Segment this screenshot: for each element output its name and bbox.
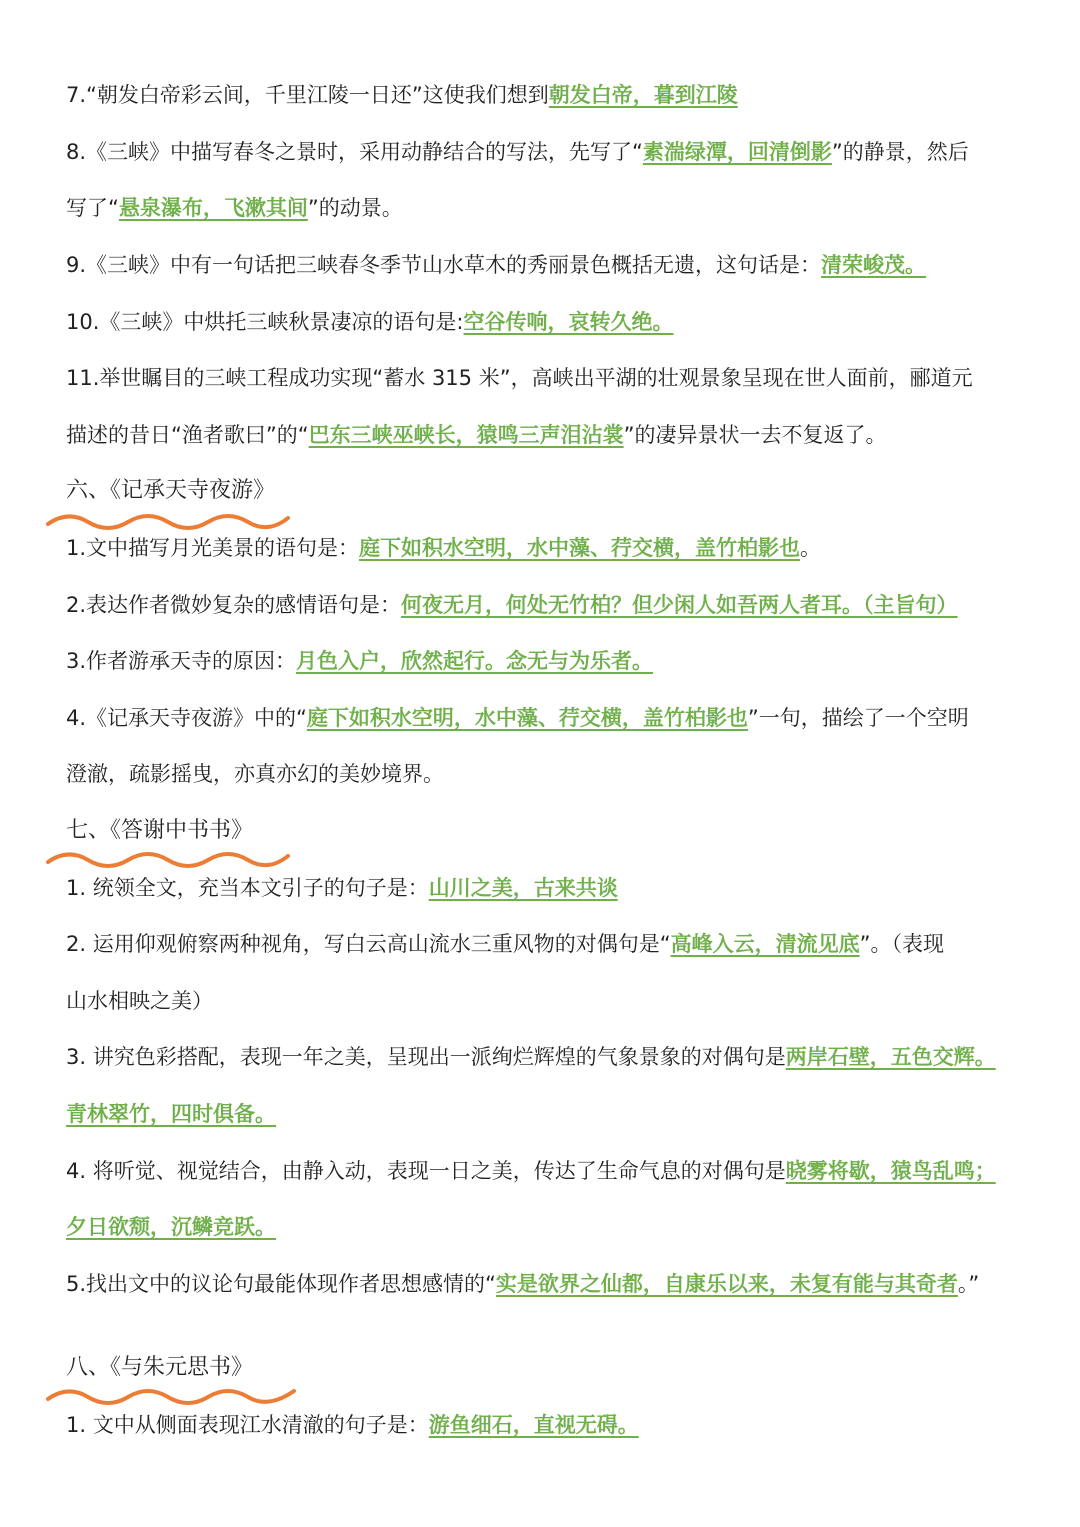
- answer-text: 两岸石壁，五色交辉。: [785, 1045, 996, 1069]
- answer-text: 何夜无月，何处无竹柏？但少闲人如吾两人者耳。（主旨句）: [401, 593, 958, 617]
- heading-wave-7: [44, 846, 304, 872]
- s7-item-4: 4. 将听觉、视觉结合，由静入动，表现一日之美，传达了生命气息的对偶句是晓雾将歇，猿鸟乱鸣；: [66, 1159, 996, 1183]
- s7-item-3: 3. 讲究色彩搭配，表现一年之美，呈现出一派绚烂辉煌的气象景象的对偶句是两岸石壁，五色交辉。: [66, 1045, 996, 1069]
- s6-item-3: 3.作者游承天寺的原因：月色入户，欣然起行。念无与为乐者。: [66, 649, 654, 673]
- item-11-cont: 描述的昔日“渔者歌曰”的“巴东三峡巫峡长，猿鸣三声泪沾裳”的凄异景状一去不复返了。: [66, 423, 887, 447]
- answer-text: 清荣峻茂。: [821, 253, 927, 277]
- answer-text: 实是欲界之仙都，自康乐以来，未复有能与其奇者: [495, 1272, 958, 1296]
- answer-text: 庭下如积水空明，水中藻、荇交横，盖竹柏影也: [359, 536, 801, 560]
- item-8-cont: 写了“悬泉瀑布，飞漱其间”的动景。: [66, 196, 403, 220]
- item-10: 10.《三峡》中烘托三峡秋景凄凉的语句是:空谷传响，哀转久绝。: [66, 310, 674, 334]
- item-11: 11.举世瞩目的三峡工程成功实现“蓄水 315 米”，高峡出平湖的壮观景象呈现在世人面前，郦道元: [66, 366, 973, 390]
- item-9: 9.《三峡》中有一句话把三峡春冬季节山水草木的秀丽景色概括无遗，这句话是：清荣峻茂。: [66, 253, 927, 277]
- item-7: 7.“朝发白帝彩云间，千里江陵一日还”这使我们想到朝发白帝，暮到江陵: [66, 83, 738, 107]
- s6-item-4: 4.《记承天寺夜游》中的“庭下如积水空明，水中藻、荇交横，盖竹柏影也”一句，描绘了一个空明: [66, 706, 969, 730]
- s7-item-4-cont: [66, 1212, 276, 1242]
- heading-wave-8: [44, 1383, 304, 1409]
- answer-text: 青林翠竹，四时俱备。: [66, 1102, 276, 1126]
- heading-wave-6: [44, 508, 304, 534]
- s7-item-2-cont: 山水相映之美）: [66, 989, 213, 1013]
- section-heading-6: 六、《记承天寺夜游》: [66, 478, 276, 503]
- answer-text: 游鱼细石，直视无碍。: [428, 1413, 639, 1437]
- item-8: 8.《三峡》中描写春冬之景时，采用动静结合的写法，先写了“素湍绿潭，回清倒影”的静景，然后: [66, 140, 969, 164]
- s6-item-4-cont: 澄澈，疏影摇曳，亦真亦幻的美妙境界。: [66, 762, 444, 786]
- answer-text: 夕日欲颓，沉鳞竞跃。: [66, 1215, 276, 1239]
- s7-item-2: 2. 运用仰观俯察两种视角，写白云高山流水三重风物的对偶句是“高峰入云，清流见底”。（表现: [66, 932, 944, 956]
- s6-item-2: 2.表达作者微妙复杂的感情语句是：何夜无月，何处无竹柏？但少闲人如吾两人者耳。（主旨句）: [66, 593, 958, 617]
- s7-item-3-cont: [66, 1099, 276, 1129]
- s7-item-1: 1. 统领全文，充当本文引子的句子是：山川之美，古来共谈: [66, 876, 618, 900]
- answer-text: 素湍绿潭，回清倒影: [642, 140, 832, 164]
- answer-text: 月色入户，欣然起行。念无与为乐者。: [296, 649, 654, 673]
- answer-text: 庭下如积水空明，水中藻、荇交横，盖竹柏影也: [306, 706, 748, 730]
- s6-item-1: 1.文中描写月光美景的语句是：庭下如积水空明，水中藻、荇交横，盖竹柏影也。: [66, 536, 822, 560]
- answer-text: 巴东三峡巫峡长，猿鸣三声泪沾裳: [308, 423, 624, 447]
- answer-text: 高峰入云，清流见底: [670, 932, 860, 956]
- answer-text: 空谷传响，哀转久绝。: [463, 310, 674, 334]
- section-heading-7: 七、《答谢中书书》: [66, 818, 254, 843]
- s7-item-5: 5.找出文中的议论句最能体现作者思想感情的“实是欲界之仙都，自康乐以来，未复有能与其奇者。”: [66, 1272, 980, 1296]
- s8-item-1: 1. 文中从侧面表现江水清澈的句子是：游鱼细石，直视无碍。: [66, 1413, 639, 1437]
- answer-text: 山川之美，古来共谈: [428, 876, 618, 900]
- answer-text: 晓雾将歇，猿鸟乱鸣；: [785, 1159, 996, 1183]
- section-heading-8: 八、《与朱元思书》: [66, 1355, 254, 1380]
- answer-text: 悬泉瀑布，飞漱其间: [118, 196, 308, 220]
- answer-text: 朝发白帝，暮到江陵: [548, 83, 738, 107]
